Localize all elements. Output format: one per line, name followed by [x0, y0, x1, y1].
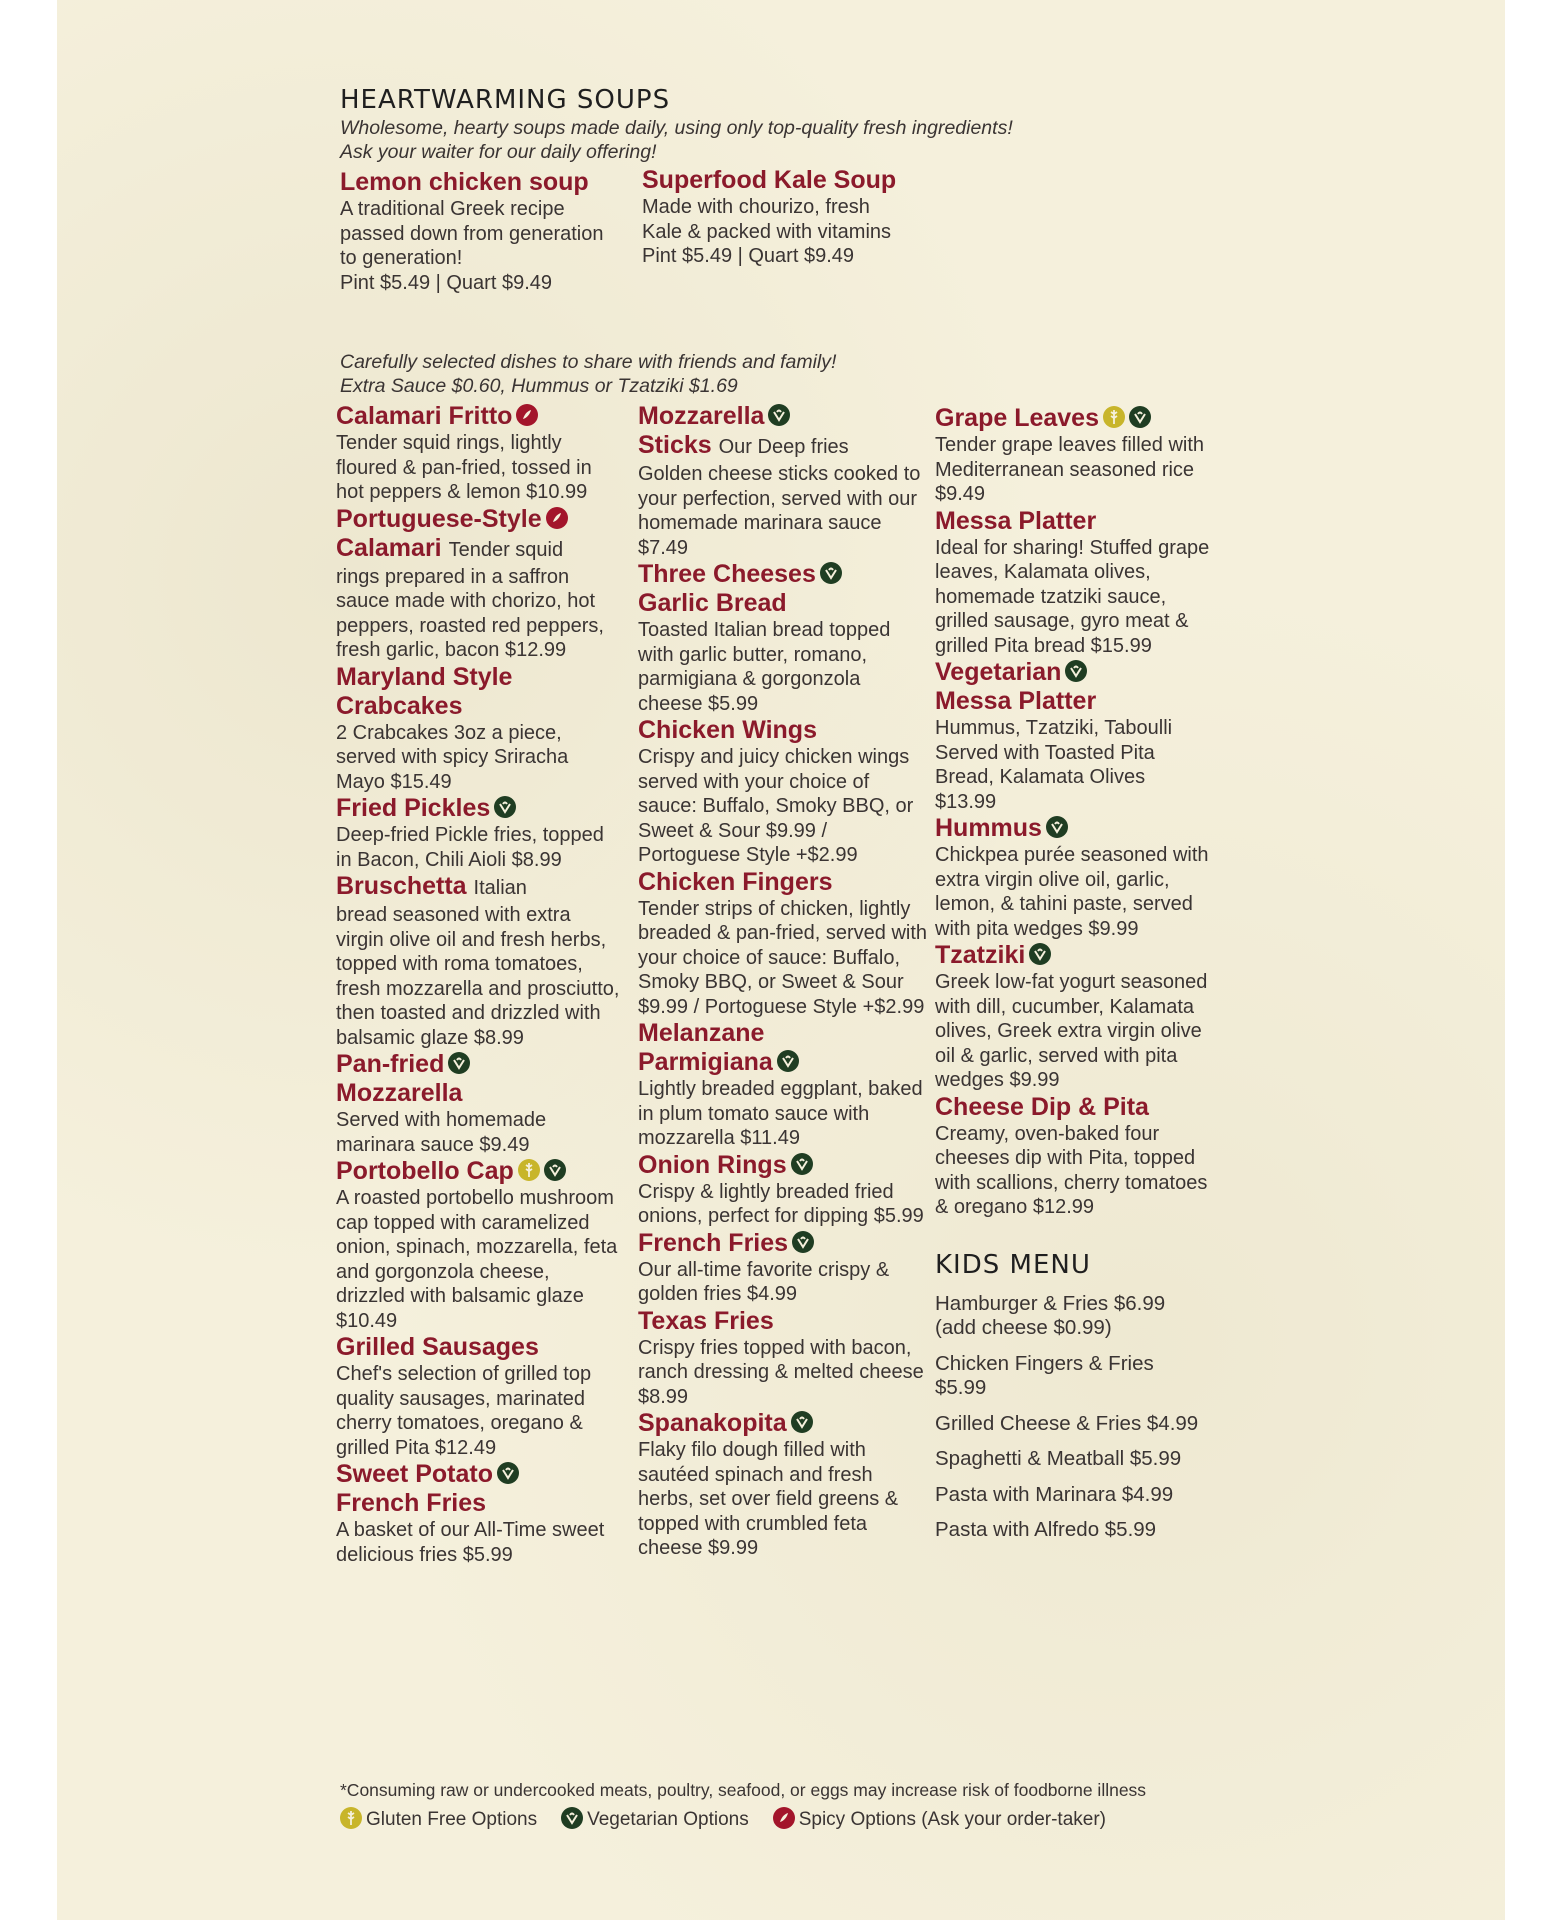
kids-item: Pasta with Alfredo $5.99: [935, 1518, 1157, 1541]
vegetarian-icon: [497, 1462, 519, 1484]
item-desc: A traditional Greek recipe passed down from generation to generation!: [340, 198, 604, 269]
vegetarian-icon: [1046, 816, 1068, 838]
foodborne-warning: *Consuming raw or undercooked meats, poultry, seafood, or eggs may increase risk of foodborne illness: [340, 1780, 1147, 1800]
item-name: Grilled Sausages: [336, 1333, 539, 1361]
item-desc: Chickpea purée seasoned with extra virgin olive oil, garlic, lemon, & tahini paste, served with pita wedges $9.99: [935, 844, 1209, 940]
item-desc: 2 Crabcakes 3oz a piece, served with spicy Sriracha Mayo $15.49: [336, 721, 569, 793]
spicy-icon: [516, 404, 538, 426]
menu-item-portuguese-calamari: [336, 505, 621, 663]
vegetarian-icon: [777, 1050, 799, 1072]
item-name: Calamari Fritto: [336, 402, 513, 430]
item-name: Grape Leaves: [935, 404, 1099, 432]
vegetarian-icon: [820, 562, 842, 584]
item-desc-inline: Tender squid: [448, 538, 564, 561]
menu-item-vegetarian-messa-platter: [935, 658, 1210, 814]
item-desc: Chef's selection of grilled top quality sausages, marinated cherry tomatoes, oregano & grilled Pita $12.49: [336, 1363, 592, 1459]
kids-item: Chicken Fingers & Fries $5.99: [935, 1351, 1154, 1399]
vegetarian-icon: [1065, 660, 1087, 682]
item-price: Pint $5.49 | Quart $9.49: [642, 245, 855, 267]
item-name: Chicken Wings: [638, 716, 817, 744]
item-name-line2: Calamari: [336, 533, 442, 562]
menu-item-three-cheeses-garlic-bread: [638, 560, 928, 716]
item-name: Superfood Kale Soup: [642, 166, 897, 194]
vegetarian-icon: [1129, 406, 1151, 428]
item-name: Cheese Dip & Pita: [935, 1092, 1149, 1121]
kids-item-note: (add cheese $0.99): [935, 1316, 1112, 1339]
menu-item-spanakopita: [638, 1409, 928, 1561]
item-name: Portobello Cap: [336, 1157, 514, 1185]
menu-item-texas-fries: [638, 1307, 928, 1410]
kids-item: Spaghetti & Meatball $5.99: [935, 1447, 1182, 1470]
menu-item-hummus: [935, 814, 1210, 941]
menu-item-pan-fried-mozzarella: [336, 1050, 621, 1157]
vegetarian-icon: [791, 1411, 813, 1433]
menu-item-cheese-dip-pita: [935, 1093, 1210, 1220]
kids-menu: [935, 1250, 1210, 1543]
item-name: Pan-fried: [336, 1050, 445, 1078]
item-desc: Greek low-fat yogurt seasoned with dill, cucumber, Kalamata olives, Greek extra virgin olive oil & garlic, served with pita wedges $9.99: [935, 971, 1208, 1091]
appetizers-column-3: [935, 404, 1210, 1554]
item-name-line2: Mozzarella: [336, 1079, 463, 1107]
menu-item-sweet-potato-fries: [336, 1460, 621, 1567]
kids-item: Grilled Cheese & Fries $4.99: [935, 1411, 1199, 1435]
legend-gluten-free: Gluten Free Options: [366, 1809, 538, 1830]
menu-item-chicken-wings: [638, 716, 928, 868]
item-name-line2: Crabcakes: [336, 691, 463, 720]
item-name-line2: Parmigiana: [638, 1048, 773, 1076]
item-desc-inline: Italian: [473, 877, 527, 899]
item-name: Three Cheeses: [638, 560, 816, 588]
item-name: Bruschetta: [336, 872, 467, 900]
appetizers-intro: Carefully selected dishes to share with friends and family! Extra Sauce $0.60, Hummus or Tzatziki $1.69: [340, 351, 837, 397]
item-desc: Tender squid rings, lightly floured & pan-fried, tossed in hot peppers & lemon $10.99: [336, 432, 592, 503]
kids-item: Hamburger & Fries $6.99: [935, 1291, 1166, 1315]
item-name: Sweet Potato: [336, 1460, 493, 1488]
item-desc: Crispy & lightly breaded fried onions, perfect for dipping $5.99: [638, 1180, 924, 1227]
item-name: Chicken Fingers: [638, 867, 833, 896]
item-desc: Creamy, oven-baked four cheeses dip with Pita, topped with scallions, cherry tomatoes & oregano $12.99: [935, 1122, 1208, 1218]
item-name: Onion Rings: [638, 1150, 787, 1179]
item-desc: bread seasoned with extra virgin olive oil and fresh herbs, topped with roma tomatoes, fresh mozzarella and prosciutto, then toasted and drizzled with balsamic glaze $8.99: [336, 904, 620, 1049]
item-name: Tzatziki: [935, 941, 1026, 969]
item-desc: Tender strips of chicken, lightly breaded & pan-fried, served with your choice of sauce: Buffalo, Smoky BBQ, or Sweet & Sour $9.99 / Portoguese Style +$2.99: [638, 897, 928, 1018]
menu-item-melanzane-parmigiana: [638, 1019, 928, 1151]
item-price: Pint $5.49 | Quart $9.49: [340, 271, 553, 294]
menu-footer: [340, 1780, 1146, 1831]
item-desc: Served with homemade marinara sauce $9.49: [336, 1109, 547, 1156]
item-name: Spanakopita: [638, 1409, 787, 1437]
item-desc: Made with chourizo, fresh Kale & packed with vitamins: [642, 196, 892, 243]
menu-item-onion-rings: [638, 1151, 928, 1229]
item-desc: Deep-fried Pickle fries, topped in Bacon, Chili Aioli $8.99: [336, 824, 604, 871]
item-desc: Our all-time favorite crispy & golden fries $4.99: [638, 1258, 890, 1305]
item-desc: Ideal for sharing! Stuffed grape leaves, Kalamata olives, homemade tzatziki sauce, grilled sausage, gyro meat & grilled Pita bread $15.99: [935, 536, 1210, 657]
menu-item-portobello-cap: [336, 1157, 621, 1333]
item-name: Lemon chicken soup: [340, 168, 589, 196]
menu-item-chicken-fingers: [638, 868, 928, 1020]
item-desc-inline: Our Deep fries: [718, 436, 849, 458]
spicy-icon: [546, 507, 568, 529]
menu-item-mozzarella-sticks: [638, 402, 928, 560]
gluten-free-icon: [518, 1159, 540, 1181]
item-name: Portuguese-Style: [336, 504, 542, 533]
vegetarian-icon: [544, 1159, 566, 1181]
vegetarian-icon: [1029, 943, 1051, 965]
soup-superfood-kale: [642, 166, 912, 269]
item-name: French Fries: [638, 1228, 789, 1257]
kids-menu-title: KIDS MENU: [935, 1249, 1091, 1280]
gluten-free-icon: [1103, 406, 1125, 428]
item-name: Texas Fries: [638, 1306, 774, 1335]
vegetarian-icon: [561, 1807, 583, 1829]
item-desc: Flaky filo dough filled with sautéed spinach and fresh herbs, set over field greens & topped with crumbled feta cheese $9.99: [638, 1439, 899, 1559]
legend-spicy: Spicy Options (Ask your order-taker): [798, 1809, 1106, 1830]
appetizers-column-1: [336, 402, 621, 1567]
item-name: Fried Pickles: [336, 794, 491, 822]
item-name: Messa Platter: [935, 506, 1097, 535]
item-desc: rings prepared in a saffron sauce made with chorizo, hot peppers, roasted red peppers, fresh garlic, bacon $12.99: [336, 565, 604, 661]
kids-item: Pasta with Marinara $4.99: [935, 1482, 1174, 1506]
item-name-line2: Messa Platter: [935, 687, 1097, 715]
item-desc: Hummus, Tzatziki, Taboulli Served with Toasted Pita Bread, Kalamata Olives $13.99: [935, 717, 1173, 813]
item-name: Maryland Style: [336, 662, 513, 691]
item-name: Hummus: [935, 814, 1042, 842]
vegetarian-icon: [791, 1153, 813, 1175]
item-desc: A roasted portobello mushroom cap topped with caramelized onion, spinach, mozzarella, feta and gorgonzola cheese, drizzled with balsamic glaze $10.49: [336, 1187, 618, 1332]
soups-intro: Wholesome, hearty soups made daily, using only top-quality fresh ingredients! Ask your waiter for our daily offering!: [340, 117, 1013, 163]
item-desc: Crispy and juicy chicken wings served with your choice of sauce: Buffalo, Smoky BBQ, or Sweet & Sour $9.99 / Portoguese Style +$2.99: [638, 746, 914, 866]
vegetarian-icon: [792, 1231, 814, 1253]
legend-vegetarian: Vegetarian Options: [587, 1809, 749, 1830]
item-name: Mozzarella: [638, 402, 765, 430]
vegetarian-icon: [768, 404, 790, 426]
vegetarian-icon: [494, 796, 516, 818]
item-desc: Lightly breaded eggplant, baked in plum tomato sauce with mozzarella $11.49: [638, 1078, 923, 1149]
icon-legend: [340, 1809, 1146, 1831]
item-name: Melanzane: [638, 1019, 765, 1047]
menu-item-messa-platter: [935, 507, 1210, 659]
spicy-icon: [773, 1807, 795, 1829]
item-desc: Tender grape leaves filled with Mediterranean seasoned rice $9.49: [935, 434, 1205, 505]
item-desc: A basket of our All-Time sweet delicious fries $5.99: [336, 1519, 605, 1566]
menu-item-fried-pickles: [336, 794, 621, 872]
menu-item-french-fries: [638, 1229, 928, 1307]
item-name-line2: Garlic Bread: [638, 589, 787, 617]
item-name: Vegetarian: [935, 658, 1062, 686]
gluten-free-icon: [340, 1807, 362, 1829]
vegetarian-icon: [448, 1052, 470, 1074]
menu-item-grilled-sausages: [336, 1333, 621, 1460]
item-desc: Toasted Italian bread topped with garlic butter, romano, parmigiana & gorgonzola cheese $5.99: [638, 619, 891, 715]
item-desc: Golden cheese sticks cooked to your perfection, served with our homemade marinara sauce $7.49: [638, 463, 921, 559]
soups-title: HEARTWARMING SOUPS: [340, 85, 671, 115]
item-desc: Crispy fries topped with bacon, ranch dressing & melted cheese $8.99: [638, 1336, 924, 1408]
item-name-line2: Sticks: [638, 431, 712, 459]
menu-item-tzatziki: [935, 941, 1210, 1093]
soup-lemon-chicken: [340, 168, 620, 295]
appetizers-column-2: [638, 402, 928, 1561]
menu-item-maryland-crabcakes: [336, 663, 621, 795]
menu-item-calamari-fritto: [336, 402, 621, 505]
menu-item-grape-leaves: [935, 404, 1210, 507]
item-name-line2: French Fries: [336, 1489, 487, 1517]
menu-item-bruschetta: [336, 872, 621, 1050]
